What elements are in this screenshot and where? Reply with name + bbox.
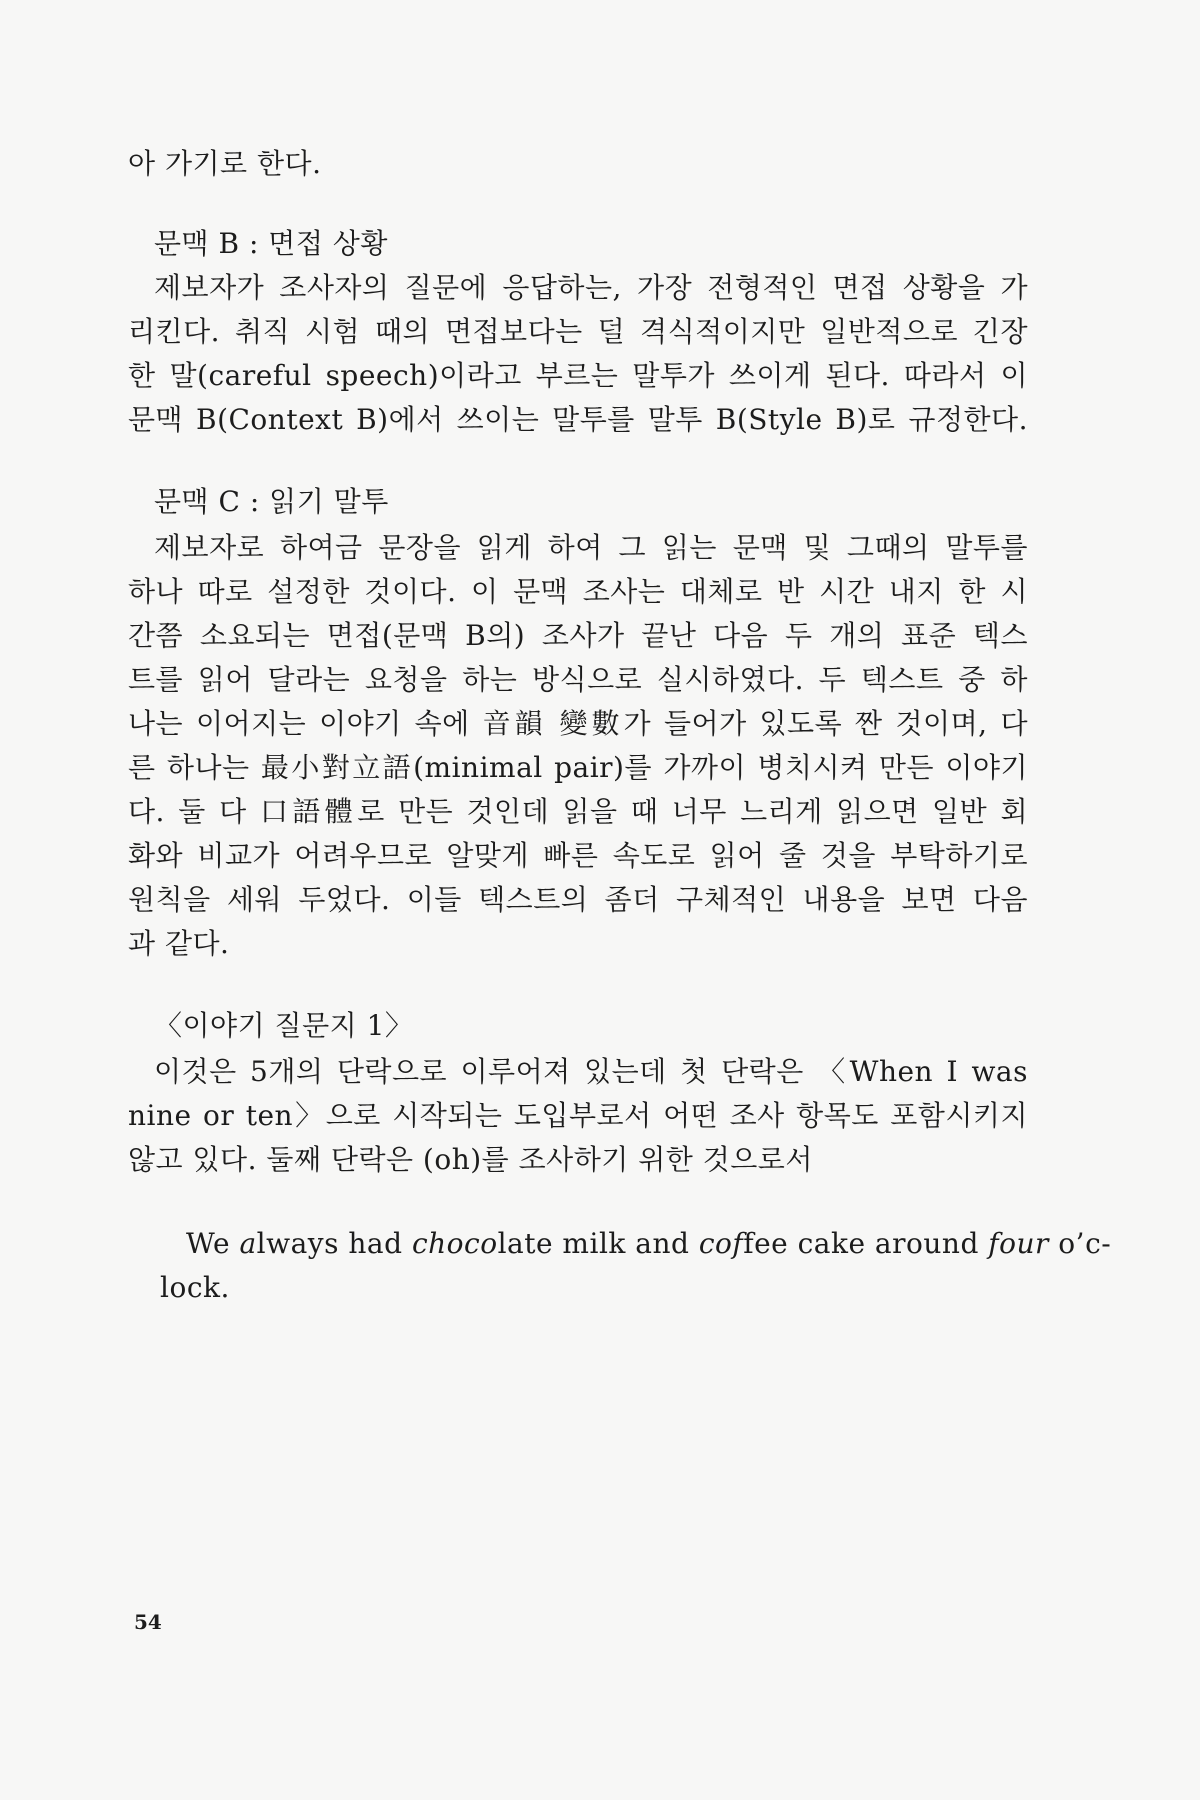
text-line: nine or ten〉으로 시작되는 도입부로서 어떤 조사 항목도 포함시키지 — [128, 1099, 1028, 1132]
text-line: 과 같다. — [128, 927, 230, 960]
text-line: 제보자로 하여금 문장을 읽게 하여 그 읽는 문맥 및 그때의 말투를 — [154, 531, 1028, 564]
text-line: 원칙을 세워 두었다. 이들 텍스트의 좀더 구체적인 내용을 보면 다음 — [128, 883, 1028, 916]
example-sentence-continuation: lock. — [160, 1271, 230, 1304]
example-sentence: We always had chocolate milk and coffee cake around four o’c- — [186, 1227, 1112, 1260]
section-heading-context-b: 문맥 B : 면접 상황 — [154, 227, 388, 260]
text-line: 문맥 B(Context B)에서 쓰이는 말투를 말투 B(Style B)로 규정한다. — [128, 403, 1028, 436]
text-line: 하나 따로 설정한 것이다. 이 문맥 조사는 대체로 반 시간 내지 한 시 — [128, 575, 1028, 608]
text-line: 간쯤 소요되는 면접(문맥 B의) 조사가 끝난 다음 두 개의 표준 텍스 — [128, 619, 1028, 652]
section-heading-context-c: 문맥 C : 읽기 말투 — [154, 485, 389, 518]
text-line: 않고 있다. 둘째 단락은 (oh)를 조사하기 위한 것으로서 — [128, 1143, 813, 1176]
text-line: 른 하나는 最小對立語(minimal pair)를 가까이 병치시켜 만든 이야기 — [128, 751, 1028, 784]
text-line: 한 말(careful speech)이라고 부르는 말투가 쓰이게 된다. 따라서 이 — [128, 359, 1028, 392]
text-line: 트를 읽어 달라는 요청을 하는 방식으로 실시하였다. 두 텍스트 중 하 — [128, 663, 1028, 696]
text-line: 제보자가 조사자의 질문에 응답하는, 가장 전형적인 면접 상황을 가 — [154, 271, 1028, 304]
page-number: 54 — [134, 1610, 162, 1634]
text-line: 다. 둘 다 口語體로 만든 것인데 읽을 때 너무 느리게 읽으면 일반 회 — [128, 795, 1028, 828]
text-line: 화와 비교가 어려우므로 알맞게 빠른 속도로 읽어 줄 것을 부탁하기로 — [128, 839, 1028, 872]
text-line: 리킨다. 취직 시험 때의 면접보다는 덜 격식적이지만 일반적으로 긴장 — [128, 315, 1028, 348]
text-line: 이것은 5개의 단락으로 이루어져 있는데 첫 단락은 〈When I was — [154, 1055, 1028, 1088]
text-line: 나는 이어지는 이야기 속에 音韻 變數가 들어가 있도록 짠 것이며, 다 — [128, 707, 1028, 740]
text-line: 아 가기로 한다. — [128, 147, 322, 180]
questionnaire-heading: 〈이야기 질문지 1〉 — [154, 1009, 414, 1042]
